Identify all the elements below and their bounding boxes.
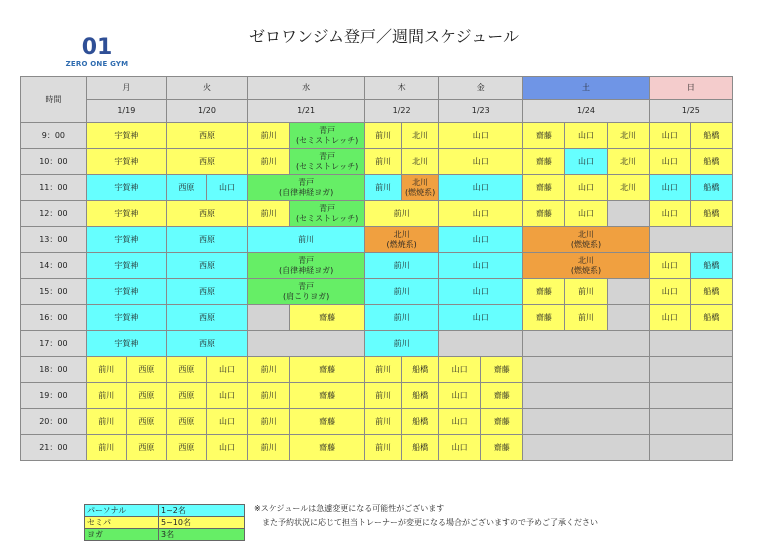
session-cell: 前川 [565, 305, 607, 331]
day-header-sun: 日 [649, 77, 732, 100]
session-cell: 船橋 [690, 253, 732, 279]
empty-slot [523, 435, 649, 461]
session-cell: 船橋 [402, 435, 439, 461]
empty-slot [523, 383, 649, 409]
session-trainer: 北川 [577, 255, 594, 265]
session-cell: 船橋 [690, 201, 732, 227]
session-trainer: 北川 [393, 229, 410, 239]
session-cell: 山口 [206, 383, 247, 409]
session-cell: 船橋 [690, 175, 732, 201]
legend-label: ヨガ [85, 529, 159, 541]
session-cell: 西原 [126, 357, 166, 383]
empty-slot [649, 409, 732, 435]
session-cell: 船橋 [690, 149, 732, 175]
session-cell: 前川 [248, 227, 365, 253]
time-label: 12：00 [21, 201, 87, 227]
session-cell: 山口 [649, 279, 690, 305]
session-cell: 前川 [365, 409, 402, 435]
logo [57, 36, 137, 69]
time-label: 19：00 [21, 383, 87, 409]
session-cell: 山口 [649, 253, 690, 279]
session-cell: 齋藤 [290, 383, 365, 409]
session-cell: 前川 [365, 331, 439, 357]
session-cell: 前川 [365, 201, 439, 227]
time-row [21, 331, 733, 357]
time-label: 21：00 [21, 435, 87, 461]
time-label: 11：00 [21, 175, 87, 201]
session-cell: 山口 [439, 279, 523, 305]
session-cell: 船橋 [690, 305, 732, 331]
session-type: (自律神経ヨガ) [278, 265, 334, 275]
time-row [21, 123, 733, 149]
session-cell: 前川 [248, 123, 290, 149]
session-cell: 西原 [166, 279, 247, 305]
session-cell: 山口 [206, 409, 247, 435]
time-row [21, 253, 733, 279]
session-type: (セミストレッチ) [296, 213, 359, 223]
session-cell: 齋藤 [290, 357, 365, 383]
session-cell: 齋藤 [481, 357, 523, 383]
session-type: (肩こりヨガ) [282, 291, 330, 301]
session-cell: 船橋 [690, 123, 732, 149]
time-row [21, 201, 733, 227]
session-cell: 西原 [126, 383, 166, 409]
session-cell: 宇賀神 [86, 123, 166, 149]
session-cell: 山口 [649, 175, 690, 201]
session-cell: 西原 [166, 357, 206, 383]
session-trainer: 青戸 [298, 255, 315, 265]
session-cell: 前川 [365, 175, 402, 201]
yoga-session-cell [248, 279, 365, 305]
time-row [21, 383, 733, 409]
session-cell: 前川 [248, 383, 290, 409]
day-header-mon: 月 [86, 77, 166, 100]
session-cell: 齋藤 [481, 435, 523, 461]
session-type: (燃焼系) [570, 265, 602, 275]
session-cell: 山口 [439, 253, 523, 279]
empty-slot [248, 305, 290, 331]
time-row [21, 149, 733, 175]
burn-session-cell [402, 175, 439, 201]
session-type: (燃焼系) [386, 239, 417, 249]
session-cell: 西原 [126, 435, 166, 461]
session-cell: 山口 [439, 357, 481, 383]
session-cell: 西原 [166, 201, 247, 227]
legend-value: 1~2名 [159, 505, 245, 517]
session-cell: 山口 [439, 123, 523, 149]
logo-text: ZERO ONE GYM [65, 60, 129, 68]
session-cell: 山口 [439, 305, 523, 331]
session-type: (燃焼系) [404, 187, 436, 197]
time-label: 14：00 [21, 253, 87, 279]
session-cell: 山口 [649, 149, 690, 175]
session-cell: 西原 [166, 435, 206, 461]
day-header-sat: 土 [523, 77, 649, 100]
session-trainer: 青戸 [319, 203, 336, 213]
session-cell: 前川 [365, 383, 402, 409]
session-cell: 山口 [565, 201, 607, 227]
date-mon: 1/19 [86, 100, 166, 123]
time-label: 16：00 [21, 305, 87, 331]
schedule-table [20, 76, 733, 461]
time-row [21, 435, 733, 461]
time-row [21, 227, 733, 253]
day-header-thu: 木 [365, 77, 439, 100]
session-cell: 山口 [439, 435, 481, 461]
empty-slot [607, 305, 649, 331]
session-cell: 山口 [565, 175, 607, 201]
session-type: (セミストレッチ) [296, 135, 359, 145]
session-cell: 齋藤 [290, 305, 365, 331]
time-row [21, 279, 733, 305]
session-cell: 西原 [166, 175, 206, 201]
session-cell: 山口 [649, 201, 690, 227]
legend-row [85, 517, 245, 529]
session-cell: 西原 [166, 305, 247, 331]
empty-slot [523, 409, 649, 435]
session-trainer: 青戸 [319, 151, 336, 161]
time-label: 9：00 [21, 123, 87, 149]
session-cell: 前川 [86, 383, 126, 409]
trainer-change-notice: また予約状況に応じて担当トレーナーが変更になる場合がございますので予めご了承ください [262, 518, 598, 527]
session-cell: 西原 [166, 227, 247, 253]
date-sun: 1/25 [649, 100, 732, 123]
session-cell: 前川 [248, 409, 290, 435]
session-cell: 山口 [206, 435, 247, 461]
session-cell: 齋藤 [481, 383, 523, 409]
session-cell: 前川 [365, 305, 439, 331]
yoga-session-cell [290, 123, 365, 149]
empty-slot [523, 331, 649, 357]
session-trainer: 北川 [577, 229, 594, 239]
session-cell: 前川 [86, 409, 126, 435]
session-cell: 山口 [565, 149, 607, 175]
legend-value: 3名 [159, 529, 245, 541]
time-label: 10：00 [21, 149, 87, 175]
session-cell: 宇賀神 [86, 279, 166, 305]
date-sat: 1/24 [523, 100, 649, 123]
session-cell: 宇賀神 [86, 227, 166, 253]
session-cell: 山口 [439, 175, 523, 201]
time-label: 17：00 [21, 331, 87, 357]
session-cell: 前川 [248, 201, 290, 227]
empty-slot [649, 435, 732, 461]
burn-session-cell [365, 227, 439, 253]
date-thu: 1/22 [365, 100, 439, 123]
session-cell: 西原 [166, 253, 247, 279]
empty-slot [649, 331, 732, 357]
session-trainer: 北川 [412, 177, 429, 187]
session-trainer: 青戸 [298, 177, 315, 187]
session-cell: 宇賀神 [86, 305, 166, 331]
date-fri: 1/23 [439, 100, 523, 123]
yoga-session-cell [290, 201, 365, 227]
session-trainer: 青戸 [298, 281, 315, 291]
session-cell: 西原 [166, 149, 247, 175]
session-cell: 山口 [439, 201, 523, 227]
session-cell: 前川 [365, 149, 402, 175]
empty-slot [649, 383, 732, 409]
empty-slot [248, 331, 365, 357]
session-cell: 齋藤 [290, 409, 365, 435]
time-row [21, 357, 733, 383]
session-type: (燃焼系) [570, 239, 602, 249]
session-cell: 北川 [607, 149, 649, 175]
session-cell: 山口 [439, 409, 481, 435]
session-cell: 齋藤 [523, 175, 565, 201]
yoga-session-cell [248, 175, 365, 201]
session-type: (自律神経ヨガ) [278, 187, 334, 197]
session-cell: 齋藤 [523, 201, 565, 227]
session-cell: 宇賀神 [86, 175, 166, 201]
day-header-tue: 火 [166, 77, 247, 100]
session-cell: 山口 [206, 175, 247, 201]
session-type: (セミストレッチ) [296, 161, 359, 171]
session-cell: 船橋 [402, 383, 439, 409]
session-cell: 宇賀神 [86, 253, 166, 279]
session-cell: 齋藤 [290, 435, 365, 461]
session-cell: 山口 [565, 123, 607, 149]
session-cell: 山口 [649, 305, 690, 331]
time-row [21, 409, 733, 435]
session-cell: 西原 [166, 409, 206, 435]
legend-label: セミパ [85, 517, 159, 529]
empty-slot [649, 227, 732, 253]
session-cell: 齋藤 [523, 149, 565, 175]
time-row [21, 305, 733, 331]
session-cell: 北川 [402, 123, 439, 149]
session-cell: 宇賀神 [86, 331, 166, 357]
burn-session-cell [523, 253, 649, 279]
session-cell: 船橋 [402, 409, 439, 435]
time-header: 時間 [21, 77, 87, 123]
empty-slot [649, 357, 732, 383]
session-cell: 齋藤 [481, 409, 523, 435]
time-label: 13：00 [21, 227, 87, 253]
time-row [21, 175, 733, 201]
session-cell: 前川 [365, 357, 402, 383]
day-header-fri: 金 [439, 77, 523, 100]
session-cell: 前川 [248, 357, 290, 383]
session-cell: 山口 [439, 149, 523, 175]
session-cell: 山口 [439, 227, 523, 253]
session-cell: 西原 [166, 383, 206, 409]
session-cell: 前川 [248, 149, 290, 175]
session-cell: 西原 [126, 409, 166, 435]
legend-label: パーソナル [85, 505, 159, 517]
session-cell: 前川 [365, 279, 439, 305]
date-tue: 1/20 [166, 100, 247, 123]
legend-row [85, 529, 245, 541]
empty-slot [607, 279, 649, 305]
time-label: 18：00 [21, 357, 87, 383]
session-cell: 前川 [86, 435, 126, 461]
session-cell: 齋藤 [523, 123, 565, 149]
session-cell: 北川 [607, 175, 649, 201]
session-cell: 宇賀神 [86, 149, 166, 175]
burn-session-cell [523, 227, 649, 253]
session-cell: 齋藤 [523, 279, 565, 305]
empty-slot [439, 331, 523, 357]
empty-slot [607, 201, 649, 227]
session-cell: 西原 [166, 331, 247, 357]
session-cell: 山口 [439, 383, 481, 409]
page-title: ゼロワンジム登戸／週間スケジュール [248, 27, 519, 46]
session-cell: 北川 [607, 123, 649, 149]
date-header-row [21, 100, 733, 123]
session-cell: 山口 [206, 357, 247, 383]
yoga-session-cell [290, 149, 365, 175]
session-cell: 前川 [86, 357, 126, 383]
session-cell: 前川 [365, 123, 402, 149]
session-cell: 齋藤 [523, 305, 565, 331]
legend-table [84, 504, 245, 541]
legend-value: 5~10名 [159, 517, 245, 529]
time-label: 20：00 [21, 409, 87, 435]
time-label: 15：00 [21, 279, 87, 305]
date-wed: 1/21 [248, 100, 365, 123]
legend-row [85, 505, 245, 517]
session-cell: 船橋 [402, 357, 439, 383]
session-trainer: 青戸 [319, 125, 336, 135]
session-cell: 前川 [365, 435, 402, 461]
day-header-row [21, 77, 733, 100]
session-cell: 北川 [402, 149, 439, 175]
yoga-session-cell [248, 253, 365, 279]
session-cell: 前川 [565, 279, 607, 305]
empty-slot [523, 357, 649, 383]
session-cell: 船橋 [690, 279, 732, 305]
session-cell: 山口 [649, 123, 690, 149]
schedule-notice: ※スケジュールは急遽変更になる可能性がございます [254, 504, 445, 513]
session-cell: 宇賀神 [86, 201, 166, 227]
session-cell: 西原 [166, 123, 247, 149]
session-cell: 前川 [365, 253, 439, 279]
day-header-wed: 水 [248, 77, 365, 100]
logo-mark: 01 [81, 35, 113, 60]
session-cell: 前川 [248, 435, 290, 461]
